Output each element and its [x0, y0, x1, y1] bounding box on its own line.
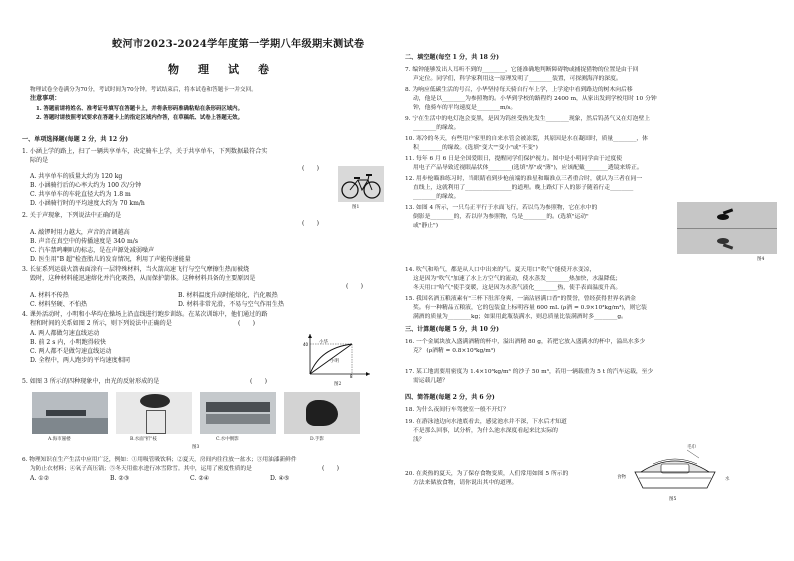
figure-5-label-water: 水 — [725, 477, 730, 482]
q2-option-a: A. 敲锣时用力越大，声音的音调越高 — [30, 229, 130, 236]
question-13: 13. 如图 4 所示，一只鸟正平行于水面飞行，若以鸟为参照物，它在水中的 — [405, 205, 598, 211]
q6-option-d: D. ④⑤ — [270, 475, 290, 482]
option-b-caption: B.水面"折"枝 — [130, 437, 157, 442]
q3-option-c: C. 材料坚硬、不怕热 — [30, 301, 88, 308]
question-10-cont: 积________的缘故。(选填"变大""变小"或"不变") — [413, 145, 538, 151]
figure-1-caption: 图1 — [352, 205, 360, 210]
question-13-cont2: 或"静止") — [413, 223, 438, 229]
question-8-cont: 动，他是以________为参照物的。小华到学校的路程约 2400 m，从家出发到学校用时 10 分钟 — [413, 96, 657, 102]
question-3-paren: ( ) — [346, 283, 363, 290]
question-1-paren: ( ) — [302, 165, 319, 172]
q4-option-b: B. 前 2 s 内，小明跑得较快 — [30, 339, 107, 346]
intro-text: 物理试卷全卷满分为70分，考试时间为70分钟。考试结束后，将本试卷和答题卡一并交回。 — [30, 87, 257, 93]
question-3-cont: 毁时，这种材料能迅速熔化并汽化吸热，从而保护箭体。这种材料具备的主要原因是 — [30, 275, 256, 282]
svg-text:40: 40 — [303, 342, 309, 347]
question-16: 16. 一个金属块放入盛满酒精的杯中，溢出酒精 80 g，若把它放入盛满水的杯中，溢出水多少 — [405, 339, 646, 345]
distance-time-graph — [300, 332, 372, 378]
svg-text:8: 8 — [350, 374, 353, 378]
question-19-cont: 不是那么回事，试分析，为什么池水深度看起来比实际的 — [413, 428, 558, 434]
section-4-heading: 四、简答题(每题 2 分，共 6 分) — [405, 394, 495, 401]
section-3-heading: 三、计算题(每题 5 分，共 10 分) — [405, 326, 500, 333]
question-7: 7. 编钟能够发出人耳听不到的________，它能准确地判断障碍物或捕捉猎物的位置是由于回 — [405, 67, 639, 73]
bicycle-figure — [338, 166, 384, 208]
question-8-cont2: 钟，他骑车的平均速度是________m/s。 — [413, 105, 517, 111]
bird-reflection-figure — [677, 202, 777, 254]
option-d-caption: D.手影 — [310, 437, 324, 442]
q4-option-d: D. 全程中，两人跑步的平均速度相同 — [30, 357, 130, 364]
question-6: 6. 物理知识在生产生活中应用广泛，例如：①用吸管吸饮料；②夏天，房间内往往放一盆水；③用油漆新鲜件 — [22, 457, 297, 463]
question-8: 8. 为响应低碳生活的号召，小华坚持每天骑自行车上学，上学途中看到路边的树木向后移 — [405, 87, 633, 93]
option-a-caption: A.海市蜃楼 — [48, 437, 71, 442]
left-column — [0, 0, 395, 561]
question-5: 5. 如图 3 所示的四种现象中，由光的反射形成的是 — [22, 378, 160, 385]
figure-2-caption: 图2 — [334, 382, 342, 387]
question-4-cont: 程和时间的关系如图 2 所示，则下列说法中正确的是 — [30, 320, 172, 327]
q6-option-c: C. ②④ — [190, 475, 210, 482]
q2-option-c: C. 汽车禁鸣喇叭的标志，是在声源处减弱噪声 — [30, 247, 155, 254]
question-19: 19. 在游泳池边向水池底看去，感觉池水并不深，下水后才知道 — [405, 419, 567, 425]
section-2-heading: 二、填空题(每空 1 分，共 18 分) — [405, 54, 500, 61]
question-14: 14. 吹气和哈气，都是从人口中出来的气。夏天用口"吹气"能使开水变凉， — [405, 267, 596, 273]
question-2-paren: ( ) — [302, 220, 319, 227]
q2-option-b: B. 声音在真空中的传播速度是 340 m/s — [30, 238, 138, 245]
figure-5-label-towel: 毛巾 — [687, 445, 696, 450]
question-15: 15. 我国名酒五粮液素有"三杯下肚浑身爽，一滴沾唇满口香"的赞誉，曾经获得世界名酒金 — [405, 296, 636, 302]
question-7-cont: 声定位。同学们，科学家利用这一原理发明了________装置，可探测海洋的深度。 — [413, 76, 622, 82]
question-5-paren: ( ) — [250, 378, 267, 385]
question-6-cont: 为防止衣材料；④氧子高压锅；⑤冬天用盐水进行冰雪除雪。其中，运用了密度性质的是 — [30, 466, 252, 472]
q1-option-d: D. 小涵骑行时的平均速度大约为 70 km/h — [30, 200, 145, 207]
option-c-caption: C.水中倒影 — [216, 437, 239, 442]
exam-title: 蛟河市2023-2024学年度第一学期八年级期末测试卷 — [112, 38, 365, 50]
right-column — [399, 0, 794, 561]
water-reflection-photo — [200, 392, 276, 434]
question-1: 1. 小涵上学的路上，扫了一辆共享单车，决定骑车上学，关于共享单车，下列数据最符合实 — [22, 148, 268, 155]
question-4-paren: ( ) — [238, 320, 255, 327]
question-9: 9. 宁在生活中的电灯泡会变黑，是因为钨丝受热先发生________现象，然后钨蒸气又在灯泡壁上 — [405, 116, 651, 122]
question-11-cont: 用电子产品导致近视眼晶状体________(选填"厚"或"薄")，应该配戴________透镜来矫正。 — [413, 165, 643, 171]
question-20-cont: 方法来储放食物，请你说出其中的道理。 — [413, 480, 518, 486]
q1-option-c: C. 共享单车的车轮直径大约为 1.8 m — [30, 191, 131, 198]
question-1-cont: 际的是 — [30, 157, 49, 164]
question-12-cont: 直线上，这就利用了________________的道理。晚上路灯下人的影子随着行走________ — [413, 185, 634, 191]
q1-option-b: B. 小涵骑行后的心率大约为 100 次/分钟 — [30, 182, 142, 189]
question-4: 4. 课外活动时，小明和小华均在操场上沿直线进行跑步训练。在某次训练中，他们通过的路 — [22, 311, 268, 318]
question-18: 18. 为什么夜间行车驾驶室一般不开灯？ — [405, 407, 509, 413]
q3-option-d: D. 材料非常光滑，不易与空气作用生热 — [178, 301, 285, 308]
q3-option-a: A. 材料不传热 — [30, 292, 69, 299]
q3-option-b: B. 材料温度升高时能熔化、汽化吸热 — [178, 292, 278, 299]
question-6-paren: ( ) — [322, 465, 339, 472]
question-17-cont: 需运载几趟？ — [413, 378, 448, 384]
q6-option-a: A. ①② — [30, 475, 50, 482]
graph-label-xiaohua: 小华 — [319, 340, 328, 345]
figure-4-caption: 图4 — [757, 257, 765, 262]
notice-item-1: 1. 答题前请将姓名、准考证号填写在答题卡上，并将条形码准确粘贴在条形码区域内。 — [36, 106, 243, 112]
q6-option-b: B. ②③ — [110, 475, 130, 482]
question-14-cont2: 冬天用口"哈气"使手变暖，这是因为水蒸气液化________热，使手表面温度升高。 — [413, 285, 622, 291]
question-11: 11. 每年 6 月 6 日是全国爱眼日，提醒同学们保护视力。图中是小明同学由于过度使 — [405, 156, 623, 162]
question-12-cont2: ________的缘故。 — [413, 194, 460, 200]
question-20: 20. 在炎热的夏天，为了保存食物变质，人们常用如图 5 所示的 — [405, 471, 569, 477]
q1-option-a: A. 共享单车的质量大约为 120 kg — [30, 173, 123, 180]
question-16-cont: 克？ (ρ酒精 = 0.8×10³kg/m³) — [413, 348, 496, 354]
graph-label-xiaoming: 小明 — [330, 359, 339, 364]
section-1-heading: 一、单项选择题(每题 2 分，共 12 分) — [22, 136, 129, 143]
notice-item-2: 2. 答题时请按照考试要求在答题卡上的指定区域内作答，在草稿纸、试卷上答题无效。 — [36, 115, 243, 121]
question-17: 17. 某工地需要用密度为 1.4×10³kg/m³ 的沙子 50 m³，若用一辆载重为 5 t 的汽车运载，至少 — [405, 369, 654, 375]
question-3: 3. 长征系列运载火箭表面涂有一层特殊材料，当火箭高速飞行与空气摩擦生热而被烧 — [22, 266, 250, 273]
figure-5-label-food: 食物 — [617, 475, 626, 480]
q4-option-a: A. 两人都做匀速直线运动 — [30, 330, 100, 337]
food-storage-figure — [627, 444, 723, 496]
q4-option-c: C. 两人都不是做匀速直线运动 — [30, 348, 112, 355]
exam-subtitle: 物 理 试 卷 — [168, 63, 273, 76]
question-12: 12. 用步枪瞄准练习时，当眼睛看到步枪前端的准星和瞄准点三者重合时，就认为三者在同一 — [405, 176, 643, 182]
mirage-photo — [32, 392, 108, 434]
question-15-cont2: 满酒的质量为________kg；如果用此瓶装满水，则总质量比装满酒时多________g。 — [413, 314, 627, 320]
question-14-cont: 这是因为"吹气"加速了水上方空气的流动，使水蒸发________热加快，水温降低； — [413, 276, 622, 282]
hand-shadow-photo — [284, 392, 360, 434]
bent-twig-photo — [116, 392, 192, 434]
question-10: 10. 寒冷的冬天，有些用户家里的自来水管会被冻裂，其原因是水在凝固时，质量________，体 — [405, 136, 648, 142]
notice-title: 注意事项： — [30, 95, 61, 102]
question-15-cont: 奖。有一种精品五粮液，它的包装盒上标明容量 600 mL (ρ酒 = 0.9×10³kg/m³)，则它装 — [413, 305, 647, 311]
figure-3-caption: 图3 — [192, 445, 200, 450]
question-2: 2. 关于声现象，下列说法中正确的是 — [22, 212, 122, 219]
question-9-cont: ________的缘故。 — [413, 125, 460, 131]
question-19-cont2: 浅？ — [413, 437, 425, 443]
question-13-cont: 倒影是________的，若以岸为参照物，鸟是________的。(选填"运动" — [413, 214, 589, 220]
q2-option-d: D. 医生用"B 超"检查胎儿的发育情况，利用了声能传递能量 — [30, 256, 191, 263]
figure-5-caption: 图5 — [669, 497, 677, 502]
